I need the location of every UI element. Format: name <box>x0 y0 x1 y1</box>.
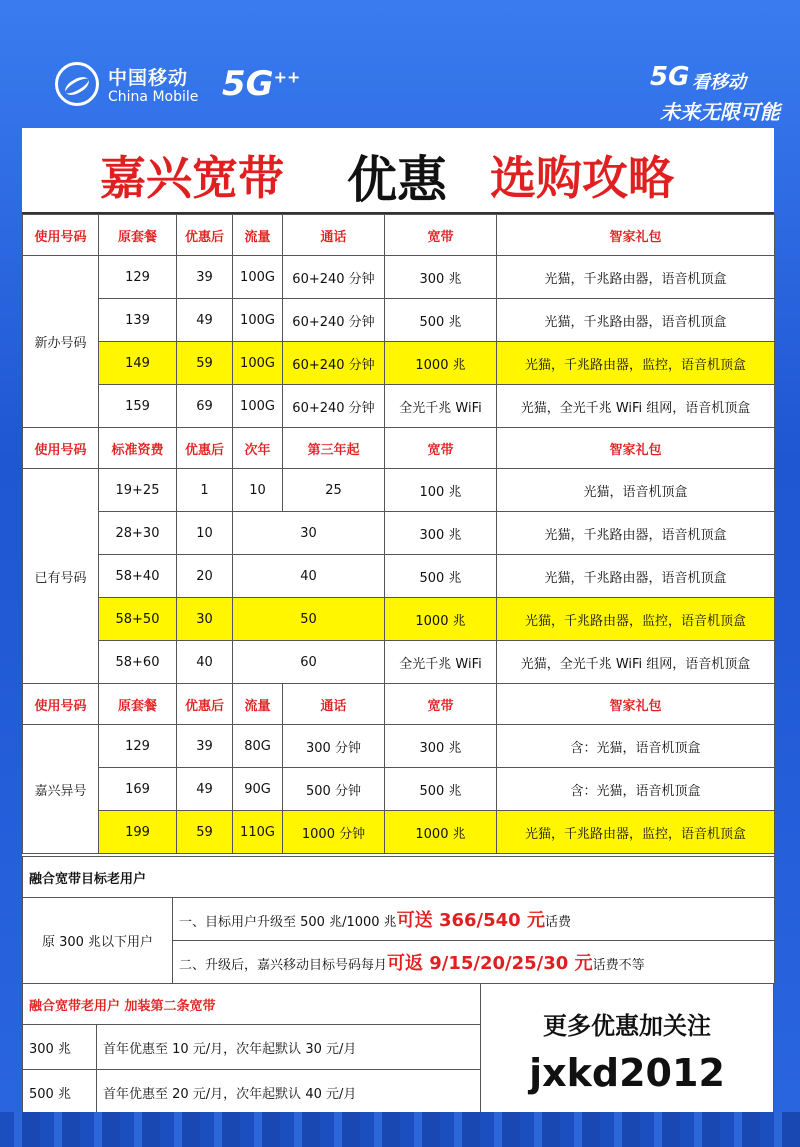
cell: 50 <box>233 598 385 641</box>
cell: 20 <box>177 555 233 598</box>
group-label: 新办号码 <box>23 256 99 428</box>
slogan-line1: 看移动 <box>692 72 746 93</box>
cell: 1000 兆 <box>385 342 497 385</box>
table-row-highlighted <box>23 811 775 854</box>
cell: 40 <box>233 555 385 598</box>
cell: 110G <box>233 811 283 854</box>
cell: 30 <box>177 598 233 641</box>
header-cell: 优惠后 <box>177 215 233 256</box>
cell: 100G <box>233 385 283 428</box>
header-cell: 优惠后 <box>177 428 233 469</box>
cell: 500 兆 <box>385 555 497 598</box>
cell: 100G <box>233 256 283 299</box>
cell: 40 <box>177 641 233 684</box>
cell: 59 <box>177 811 233 854</box>
cell: 60+240 分钟 <box>283 256 385 299</box>
cell: 300 兆 <box>385 512 497 555</box>
cell: 28+30 <box>99 512 177 555</box>
cell: 60 <box>233 641 385 684</box>
cell: 含：光猫，语音机顶盒 <box>497 725 775 768</box>
cell: 80G <box>233 725 283 768</box>
follow-box <box>480 983 774 1113</box>
table-row-highlighted <box>23 342 775 385</box>
table-row <box>23 555 775 598</box>
cell: 100G <box>233 299 283 342</box>
cell: 58+50 <box>99 598 177 641</box>
skyline-decoration <box>0 1112 800 1147</box>
logo-chinese: 中国移动 <box>108 67 189 89</box>
cell: 10 <box>177 512 233 555</box>
cell: 49 <box>177 768 233 811</box>
header-cell: 优惠后 <box>177 684 233 725</box>
table-row <box>23 256 775 299</box>
cell: 60+240 分钟 <box>283 385 385 428</box>
cell: 59 <box>177 342 233 385</box>
promo-line-1 <box>173 898 775 941</box>
slogan-5g: 5G <box>650 62 690 92</box>
table-row <box>23 512 775 555</box>
cell: 58+60 <box>99 641 177 684</box>
cell: 光猫，千兆路由器，监控，语音机顶盒 <box>497 811 775 854</box>
promo-line2-text: 二、升级后，嘉兴移动目标号码每月 <box>179 958 388 973</box>
promo-line1-suffix: 话费 <box>544 915 571 930</box>
cell: 100G <box>233 342 283 385</box>
logo-english: China Mobile <box>108 89 199 105</box>
cell: 300 兆 <box>385 256 497 299</box>
cell: 500 分钟 <box>283 768 385 811</box>
cell: 129 <box>99 256 177 299</box>
cell: 1000 分钟 <box>283 811 385 854</box>
cell: 199 <box>99 811 177 854</box>
promo-title: 融合宽带目标老用户 <box>23 857 775 898</box>
plans-table <box>22 214 775 854</box>
cell: 39 <box>177 725 233 768</box>
cell: 全光千兆 WiFi <box>385 641 497 684</box>
header-cell: 原套餐 <box>99 684 177 725</box>
speed-cell: 300 兆 <box>23 1025 97 1070</box>
header-cell: 使用号码 <box>23 215 99 256</box>
china-mobile-logo-icon <box>55 62 99 106</box>
cell: 10 <box>233 469 283 512</box>
slogan-line2: 未来无限可能 <box>660 100 780 124</box>
cell: 69 <box>177 385 233 428</box>
table-header-row <box>23 428 775 469</box>
promo-line-2 <box>173 941 775 984</box>
cell: 169 <box>99 768 177 811</box>
poster-title <box>22 128 774 214</box>
header-cell: 次年 <box>233 428 283 469</box>
cell: 光猫，千兆路由器，语音机顶盒 <box>497 555 775 598</box>
header-cell: 标准资费 <box>99 428 177 469</box>
cell: 90G <box>233 768 283 811</box>
title-part1: 嘉兴宽带 <box>100 151 284 205</box>
table-row <box>23 469 775 512</box>
cell: 光猫，全光千兆 WiFi 组网，语音机顶盒 <box>497 641 775 684</box>
cell: 1000 兆 <box>385 811 497 854</box>
table-row <box>23 725 775 768</box>
cell: 39 <box>177 256 233 299</box>
cell: 1 <box>177 469 233 512</box>
header-cell: 使用号码 <box>23 684 99 725</box>
cell: 光猫，全光千兆 WiFi 组网，语音机顶盒 <box>497 385 775 428</box>
promo-line2-highlight: 可返 9/15/20/25/30 元 <box>387 953 593 974</box>
follow-text: 更多优惠加关注 <box>543 1012 711 1040</box>
cell: 光猫，千兆路由器，语音机顶盒 <box>497 512 775 555</box>
header-cell: 通话 <box>283 215 385 256</box>
cell: 光猫，语音机顶盒 <box>497 469 775 512</box>
follow-account: jxkd2012 <box>529 1051 725 1095</box>
cell: 500 兆 <box>385 768 497 811</box>
second-title: 融合宽带老用户 加装第二条宽带 <box>23 984 481 1025</box>
group-label: 嘉兴异号 <box>23 725 99 854</box>
table-row <box>23 768 775 811</box>
cell: 300 兆 <box>385 725 497 768</box>
header-cell: 第三年起 <box>283 428 385 469</box>
cell: 500 兆 <box>385 299 497 342</box>
desc-cell: 首年优惠至 10 元/月，次年起默认 30 元/月 <box>97 1025 481 1070</box>
cell: 159 <box>99 385 177 428</box>
table-row <box>23 385 775 428</box>
header-cell: 原套餐 <box>99 215 177 256</box>
header-cell: 通话 <box>283 684 385 725</box>
cell: 149 <box>99 342 177 385</box>
cell: 含：光猫，语音机顶盒 <box>497 768 775 811</box>
header-cell: 宽带 <box>385 428 497 469</box>
cell: 60+240 分钟 <box>283 299 385 342</box>
cell: 1000 兆 <box>385 598 497 641</box>
header-cell: 宽带 <box>385 215 497 256</box>
cell: 60+240 分钟 <box>283 342 385 385</box>
table-header-row <box>23 684 775 725</box>
cell: 光猫，千兆路由器，监控，语音机顶盒 <box>497 598 775 641</box>
promo-table <box>22 856 775 984</box>
cell: 光猫，千兆路由器，语音机顶盒 <box>497 256 775 299</box>
header-cell: 流量 <box>233 684 283 725</box>
promo-group-label: 原 300 兆以下用户 <box>23 898 173 984</box>
table-row <box>23 299 775 342</box>
header-cell: 流量 <box>233 215 283 256</box>
title-part3: 选购攻略 <box>490 151 674 205</box>
cell: 30 <box>233 512 385 555</box>
cell: 全光千兆 WiFi <box>385 385 497 428</box>
cell: 光猫，千兆路由器，语音机顶盒 <box>497 299 775 342</box>
desc-cell: 首年优惠至 20 元/月，次年起默认 40 元/月 <box>97 1070 481 1115</box>
header-cell: 智家礼包 <box>497 215 775 256</box>
cell: 58+40 <box>99 555 177 598</box>
group-label: 已有号码 <box>23 469 99 684</box>
logo-5g: 5G++ <box>222 64 301 104</box>
cell: 139 <box>99 299 177 342</box>
speed-cell: 500 兆 <box>23 1070 97 1115</box>
header-banner <box>0 0 800 130</box>
header-cell: 智家礼包 <box>497 684 775 725</box>
header-cell: 智家礼包 <box>497 428 775 469</box>
cell: 300 分钟 <box>283 725 385 768</box>
second-broadband-table <box>22 983 481 1115</box>
promo-line2-suffix: 话费不等 <box>592 958 645 973</box>
cell: 49 <box>177 299 233 342</box>
cell: 129 <box>99 725 177 768</box>
cell: 100 兆 <box>385 469 497 512</box>
promo-line1-text: 一、目标用户升级至 500 兆/1000 兆 <box>179 915 397 930</box>
header-cell: 宽带 <box>385 684 497 725</box>
table-row-highlighted <box>23 598 775 641</box>
cell: 25 <box>283 469 385 512</box>
promo-line1-highlight: 可送 366/540 元 <box>396 910 545 931</box>
header-cell: 使用号码 <box>23 428 99 469</box>
table-row <box>23 641 775 684</box>
title-part2: 优惠 <box>347 150 447 209</box>
cell: 光猫，千兆路由器，监控，语音机顶盒 <box>497 342 775 385</box>
cell: 19+25 <box>99 469 177 512</box>
table-header-row <box>23 215 775 256</box>
